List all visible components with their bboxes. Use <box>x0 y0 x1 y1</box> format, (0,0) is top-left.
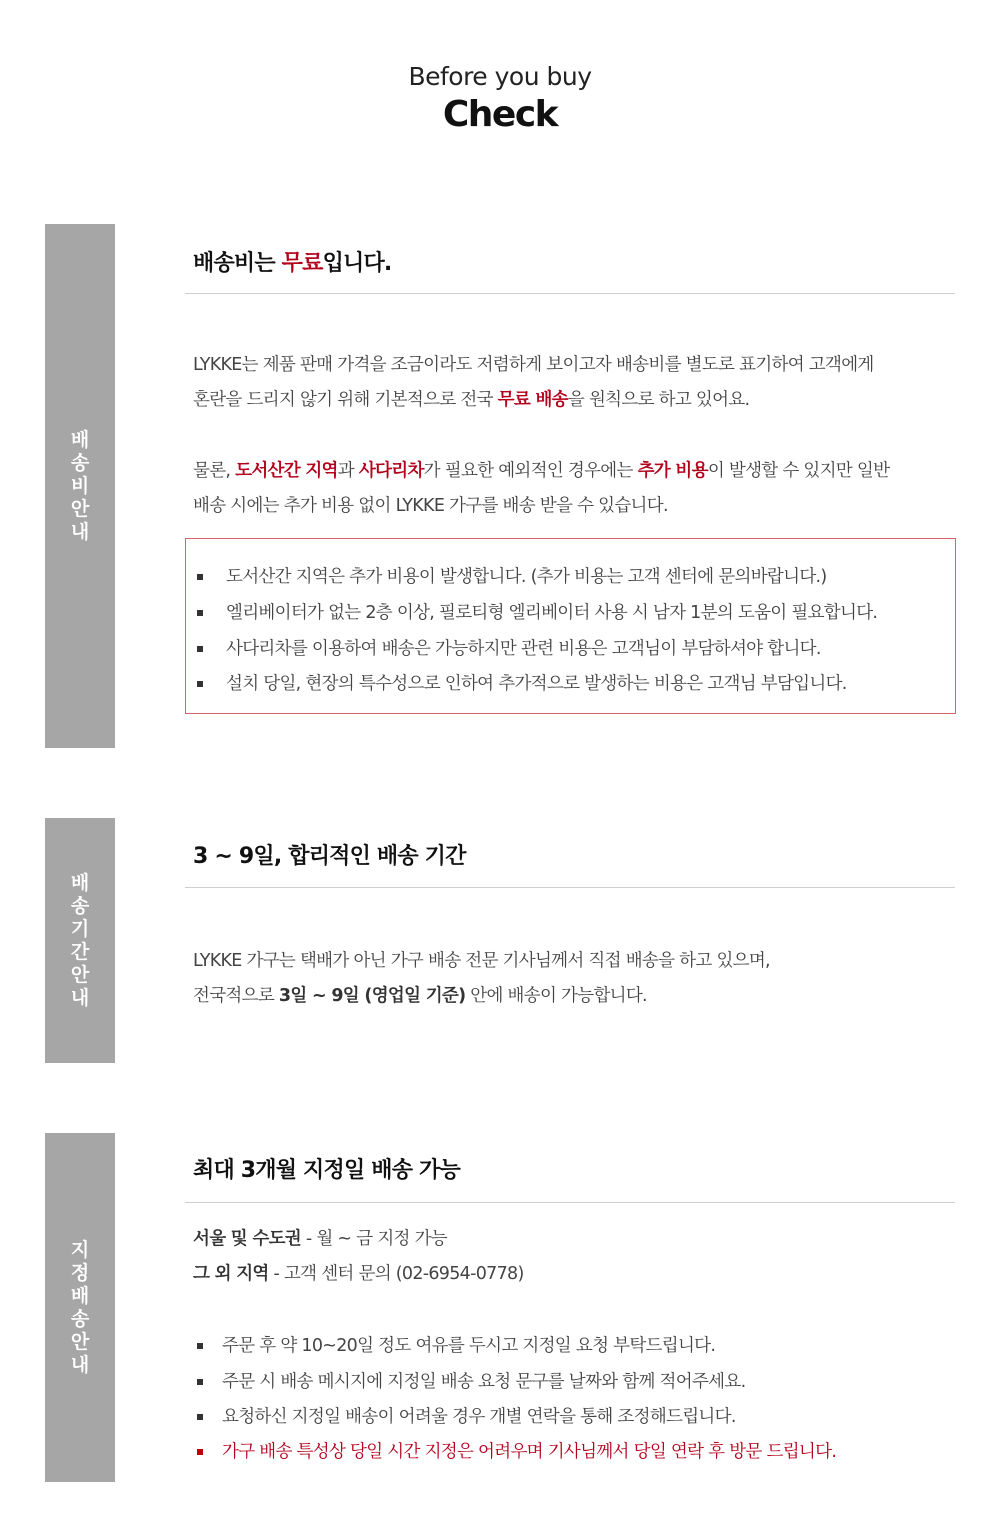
notice-item: 도서산간 지역은 추가 비용이 발생합니다. (추가 비용는 고객 센터에 문의바랍니다.) <box>226 566 827 588</box>
shipping-fee-paragraph-1: LYKKE는 제품 판매 가격을 조금이라도 저렴하게 보이고자 배송비를 별도로 표기하여 고객에게 혼란을 드리지 않기 위해 기본적으로 전국 무료 배송을 원칙으로 하고 있어요. <box>193 355 874 410</box>
scheduled-delivery-title: 최대 3개월 지정일 배송 가능 <box>193 1158 460 1183</box>
bullet-icon <box>197 1449 203 1455</box>
bullet-icon <box>197 1343 203 1349</box>
bullet-icon <box>197 1379 203 1385</box>
scheduled-delivery-warning: 가구 배송 특성상 당일 시간 지정은 어려우며 기사님께서 당일 연락 후 방문 드립니다. <box>222 1441 836 1463</box>
bullet-icon <box>197 1414 203 1420</box>
bullet-icon <box>197 646 203 652</box>
section-divider <box>185 293 955 294</box>
bullet-icon <box>197 574 203 580</box>
region-row-seoul: 서울 및 수도권 - 월 ~ 금 지정 가능 <box>193 1229 447 1249</box>
section-divider <box>185 1202 955 1203</box>
delivery-period-title: 3 ~ 9일, 합리적인 배송 기간 <box>193 844 466 869</box>
side-label-delivery-period: 배송기간 안내 <box>45 818 115 1063</box>
side-label-scheduled-delivery: 지정배송 안내 <box>45 1133 115 1482</box>
shipping-fee-title: 배송비는 무료입니다. <box>193 251 392 276</box>
notice-item: 사다리차를 이용하여 배송은 가능하지만 관련 비용은 고객님이 부담하셔야 합니다. <box>226 638 821 660</box>
header-title: Check <box>442 94 558 135</box>
scheduled-delivery-item: 주문 시 배송 메시지에 지정일 배송 요청 문구를 날짜와 함께 적어주세요. <box>222 1371 745 1393</box>
shipping-fee-paragraph-2: 물론, 도서산간 지역과 사다리차가 필요한 예외적인 경우에는 추가 비용이 발생할 수 있지만 일반 배송 시에는 추가 비용 없이 LYKKE 가구를 배송 받을 수 있습니다. <box>193 461 890 516</box>
bullet-icon <box>197 681 203 687</box>
notice-item: 엘리베이터가 없는 2층 이상, 필로티형 엘리베이터 사용 시 남자 1분의 도움이 필요합니다. <box>226 602 877 624</box>
section-divider <box>185 887 955 888</box>
bullet-icon <box>197 610 203 616</box>
scheduled-delivery-item: 요청하신 지정일 배송이 어려울 경우 개별 연락을 통해 조정해드립니다. <box>222 1406 736 1428</box>
side-label-shipping-fee: 배송비 안내 <box>45 224 115 748</box>
region-row-other: 그 외 지역 - 고객 센터 문의 (02-6954-0778) <box>193 1264 524 1284</box>
delivery-period-paragraph: LYKKE 가구는 택배가 아닌 가구 배송 전문 기사님께서 직접 배송을 하고 있으며, 전국적으로 3일 ~ 9일 (영업일 기준) 안에 배송이 가능합니다. <box>193 951 770 1006</box>
scheduled-delivery-regions <box>193 1222 524 1292</box>
scheduled-delivery-item: 주문 후 약 10~20일 정도 여유를 두시고 지정일 요청 부탁드립니다. <box>222 1335 715 1357</box>
free-highlight: 무료 <box>281 251 323 276</box>
header-subtitle: Before you buy <box>408 62 592 91</box>
notice-item: 설치 당일, 현장의 특수성으로 인하여 추가적으로 발생하는 비용은 고객님 부담입니다. <box>226 673 847 695</box>
